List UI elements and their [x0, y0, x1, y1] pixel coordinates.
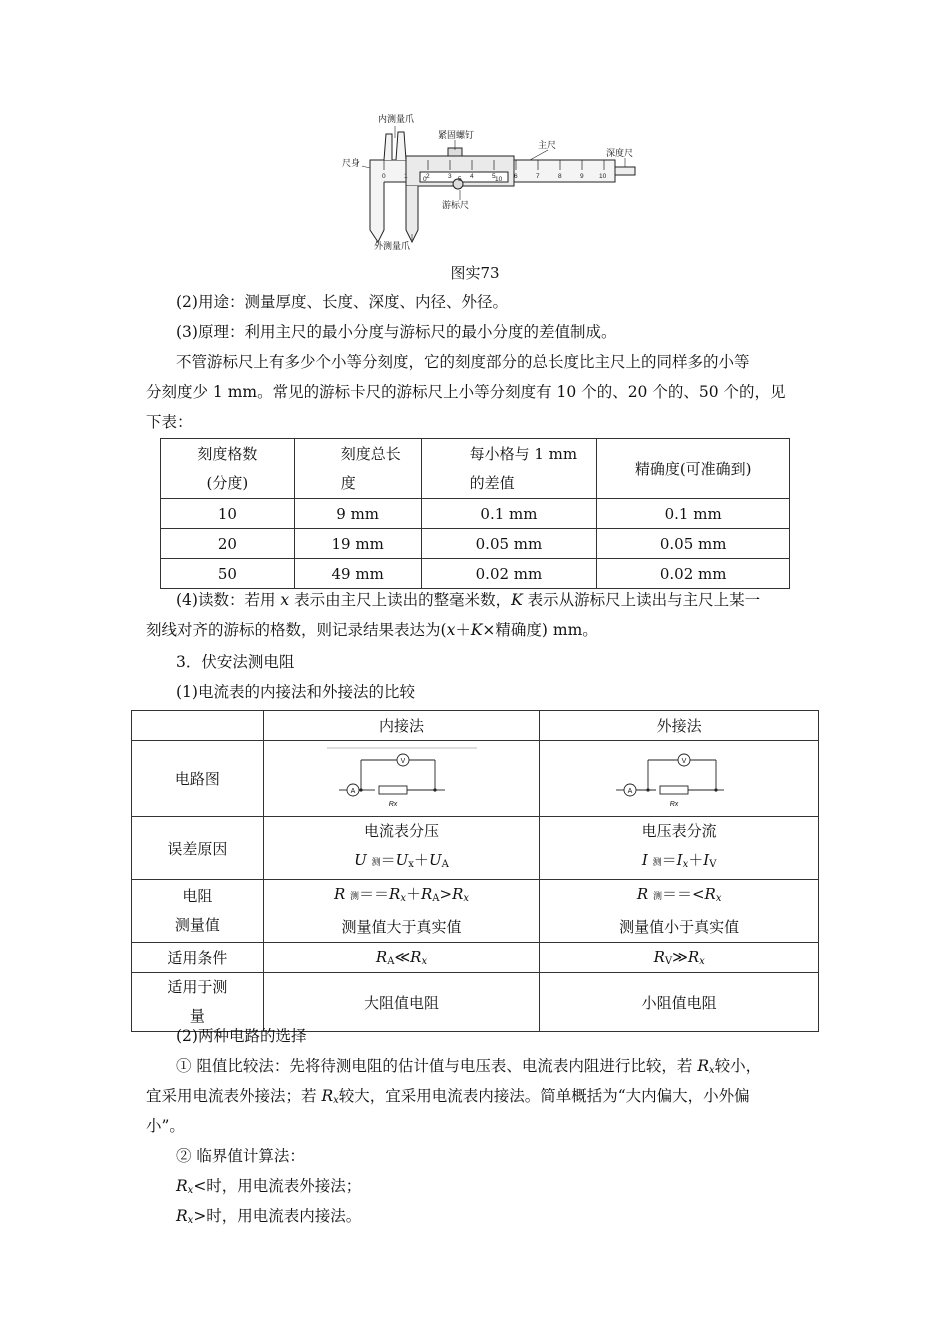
row-label: 电阻 测量值 [132, 880, 264, 943]
table-row [132, 973, 819, 1032]
row-label: 电路图 [132, 741, 264, 817]
circuit-inner-cell [263, 741, 540, 817]
table-cell: 19 mm [294, 529, 421, 559]
formula: U 测$=U_x+U_A$ [354, 851, 449, 870]
para-reading-1: (4)读数：若用 x 表示由主尺上读出的整毫米数，K 表示从游标尺上读出与主尺上某一 [176, 591, 761, 609]
header-cell: 外接法 [540, 711, 819, 741]
header-cell [132, 711, 264, 741]
resistor-label: Rx [669, 800, 679, 808]
formula: R 测$==<R_x$ [636, 885, 722, 904]
main-tick-label: 7 [536, 173, 540, 180]
method1-line2: 宜采用电流表外接法；若 $R_x$较大，宜采用电流表内接法。简单概括为“大内偏大，小外偏 [146, 1087, 750, 1106]
voltmeter-symbol: V [400, 757, 405, 765]
formula: I 测$=I_x+I_V$ [641, 851, 717, 870]
table-cell: 0.1 mm [597, 499, 790, 529]
table-cell: 9 mm [294, 499, 421, 529]
para-principle: (3)原理：利用主尺的最小分度与游标尺的最小分度的差值制成。 [176, 323, 617, 341]
label-main-scale: 主尺 [538, 141, 557, 151]
row-label: 误差原因 [132, 817, 264, 880]
main-tick-label: 8 [558, 173, 562, 180]
table-cell: 50 [161, 559, 295, 589]
section-subtitle-2: (2)两种电路的选择 [176, 1027, 307, 1045]
method1-line3: 小”。 [146, 1117, 185, 1135]
main-tick-label: 9 [580, 173, 584, 180]
para-reading-2: 刻线对齐的游标的格数，则记录结果表达为(x＋K×精确度) mm。 [146, 621, 598, 639]
apply-outer: 小阻值电阻 [540, 973, 819, 1032]
header-cell: 刻度格数 (分度) [161, 439, 295, 499]
method2-title: ② 临界值计算法： [176, 1147, 305, 1165]
label-outer-jaw: 外测量爪 [374, 242, 411, 252]
main-tick-label: 2 [426, 173, 430, 180]
table-row [132, 741, 819, 817]
method2-line1: $R_x<$时，用电流表外接法； [176, 1177, 362, 1196]
vernier-tick-label: 10 [495, 176, 503, 183]
main-tick-label: 3 [448, 173, 452, 180]
measure-outer: R 测$==<R_x$ 测量值小于真实值 [540, 880, 819, 943]
table-row [132, 817, 819, 880]
measure-inner: R 测$==R_x+R_A>R_x$ 测量值大于真实值 [263, 880, 540, 943]
main-tick-label: 5 [492, 173, 496, 180]
label-lock-screw: 紧固螺钉 [438, 131, 475, 141]
vernier-tick-label: 0 [423, 176, 427, 183]
header-cell: 刻度总长 度 [294, 439, 421, 499]
ammeter-connection-table [131, 710, 819, 1032]
figure-caption: 图实73 [450, 264, 500, 282]
table-row [132, 880, 819, 943]
section-subtitle: (1)电流表的内接法和外接法的比较 [176, 683, 415, 701]
circuit-outer-cell [540, 741, 819, 817]
table-cell: 0.02 mm [597, 559, 790, 589]
table-cell: 10 [161, 499, 295, 529]
row-label: 适用条件 [132, 943, 264, 973]
ammeter-symbol: A [627, 787, 633, 795]
table-row [161, 559, 790, 589]
inner-connection-circuit [327, 746, 477, 812]
row-label: 适用于测 量 [132, 973, 264, 1032]
para-desc-1: 不管游标尺上有多少个小等分刻度，它的刻度部分的总长度比主尺上的同样多的小等 [176, 353, 750, 371]
table-header-row [161, 439, 790, 499]
condition-inner: $R_A≪R_x$ [263, 943, 540, 973]
vernier-tick-label: 5 [458, 176, 462, 183]
main-tick-label: 6 [514, 173, 518, 180]
table-cell: 0.05 mm [421, 529, 597, 559]
outer-connection-circuit [604, 746, 754, 812]
section-title: 3．伏安法测电阻 [176, 653, 295, 671]
label-body: 尺身 [342, 159, 361, 169]
table-cell: 0.05 mm [597, 529, 790, 559]
apply-inner: 大阻值电阻 [263, 973, 540, 1032]
main-tick-label: 0 [382, 173, 386, 180]
header-cell: 精确度(可准确到) [597, 439, 790, 499]
main-tick-label: 10 [599, 173, 607, 180]
error-outer: 电压表分流 I 测$=I_x+I_V$ [540, 817, 819, 880]
header-cell: 每小格与 1 mm 的差值 [421, 439, 597, 499]
table-cell: 20 [161, 529, 295, 559]
table-cell: 0.1 mm [421, 499, 597, 529]
resistor-label: Rx [388, 800, 397, 808]
error-inner: 电流表分压 U 测$=U_x+U_A$ [263, 817, 540, 880]
label-vernier: 游标尺 [442, 201, 470, 211]
table-cell: 49 mm [294, 559, 421, 589]
para-desc-2: 分刻度少 1 mm。常见的游标卡尺的游标尺上小等分刻度有 10 个的、20 个的、50 个的，见 [146, 383, 786, 401]
main-tick-label: 4 [470, 173, 474, 180]
vernier-caliper-figure [340, 112, 640, 252]
table-row [161, 499, 790, 529]
table-header-row [132, 711, 819, 741]
method2-line2: $R_x>$时，用电流表内接法。 [176, 1207, 362, 1226]
ammeter-symbol: A [350, 787, 355, 795]
table-row [161, 529, 790, 559]
para-use: (2)用途：测量厚度、长度、深度、内径、外径。 [176, 293, 508, 311]
table-row [132, 943, 819, 973]
label-inner-jaw: 内测量爪 [378, 115, 415, 125]
header-cell: 内接法 [263, 711, 540, 741]
voltmeter-symbol: V [681, 757, 687, 765]
formula: R 测$==R_x+R_A>R_x$ [333, 885, 470, 904]
label-depth-bar: 深度尺 [606, 149, 634, 159]
main-tick-label: 1 [404, 173, 408, 180]
vernier-precision-table [160, 438, 790, 589]
method1-line1: ① 阻值比较法：先将待测电阻的估计值与电压表、电流表内阻进行比较，若 $R_x$较小， [176, 1057, 762, 1076]
table-cell: 0.02 mm [421, 559, 597, 589]
para-desc-3: 下表： [146, 413, 193, 431]
condition-outer: $R_V≫R_x$ [540, 943, 819, 973]
